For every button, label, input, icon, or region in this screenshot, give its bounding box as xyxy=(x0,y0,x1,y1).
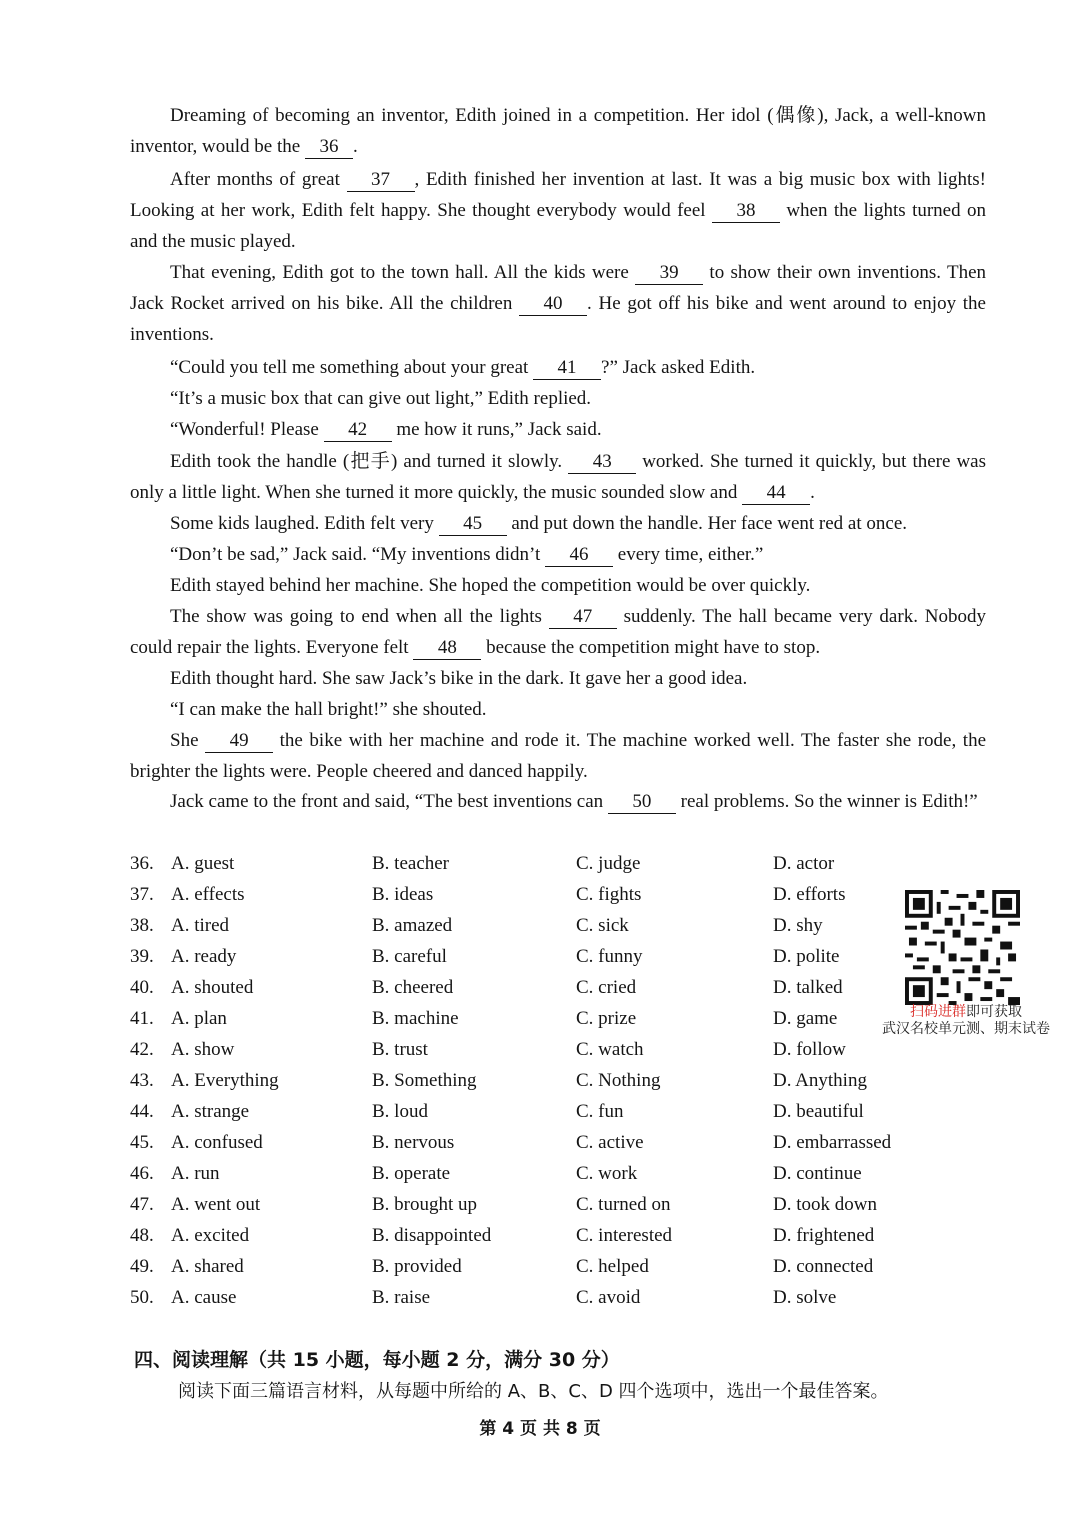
option-b: B. teacher xyxy=(372,853,450,874)
option-d: D. took down xyxy=(773,1194,877,1215)
passage-text: She xyxy=(170,730,206,751)
passage-text: . xyxy=(352,136,358,157)
passage-text: every time, either.” xyxy=(613,544,764,565)
passage-text: the bike with her machine and rode it. The machine worked well. The faster she rode, the brighter the lights were. People cheered and danced happily. xyxy=(130,730,986,782)
passage-text: “Don’t be sad,” Jack said. “My inventions didn’t xyxy=(170,544,546,565)
option-a: A. effects xyxy=(171,884,245,905)
question-row xyxy=(130,1189,910,1220)
passage-text: when the lights turned on and the music played. xyxy=(130,200,986,252)
option-d: D. beautiful xyxy=(773,1101,864,1122)
option-a: A. show xyxy=(171,1039,235,1060)
option-c: C. funny xyxy=(576,946,643,967)
question-number: 38. xyxy=(130,915,154,936)
option-b: B. ideas xyxy=(372,884,434,905)
question-row xyxy=(130,879,910,910)
option-a: A. ready xyxy=(171,946,237,967)
option-a: A. shouted xyxy=(171,977,254,998)
passage-text: Dreaming of becoming an inventor, Edith joined in a competition. Her idol (偶像), Jack, a well-known inventor, would be the xyxy=(130,105,986,157)
passage-text: “Wonderful! Please xyxy=(170,419,324,440)
option-a: A. strange xyxy=(171,1101,250,1122)
passage-paragraph-9 xyxy=(130,539,986,570)
option-c: C. Nothing xyxy=(576,1070,661,1091)
option-c: C. turned on xyxy=(576,1194,671,1215)
passage-paragraph-1 xyxy=(130,100,986,162)
passage-paragraph-6 xyxy=(130,414,986,445)
passage-paragraph-3 xyxy=(130,257,986,350)
passage-text: worked. She turned it quickly, but there was only a little light. When she turned it more quickly, the music sounded slow and xyxy=(130,451,986,503)
passage-text: That evening, Edith got to the town hall. All the kids were xyxy=(170,262,636,283)
qr-caption-line1 xyxy=(862,1004,1070,1021)
question-number: 40. xyxy=(130,977,154,998)
option-c: C. work xyxy=(576,1163,638,1184)
option-a: A. cause xyxy=(171,1287,237,1308)
option-a: A. plan xyxy=(171,1008,227,1029)
option-a: A. shared xyxy=(171,1256,244,1277)
question-row xyxy=(130,1158,910,1189)
question-number: 50. xyxy=(130,1287,154,1308)
option-b: B. Something xyxy=(372,1070,477,1091)
option-b: B. loud xyxy=(372,1101,428,1122)
option-b: B. nervous xyxy=(372,1132,455,1153)
option-b: B. cheered xyxy=(372,977,454,998)
question-row xyxy=(130,910,910,941)
passage-paragraph-2 xyxy=(130,164,986,257)
page-number: 第 4 页 共 8 页 xyxy=(479,1419,601,1439)
blank-43: 43 xyxy=(568,451,636,474)
option-c: C. prize xyxy=(576,1008,637,1029)
option-d: D. solve xyxy=(773,1287,837,1308)
option-d: D. shy xyxy=(773,915,823,936)
blank-49: 49 xyxy=(205,730,273,753)
question-number: 44. xyxy=(130,1101,154,1122)
blank-39: 39 xyxy=(635,262,703,285)
passage-text: real problems. So the winner is Edith!” xyxy=(675,791,978,812)
blank-37: 37 xyxy=(347,169,415,192)
option-b: B. raise xyxy=(372,1287,431,1308)
option-b: B. brought up xyxy=(372,1194,478,1215)
option-c: C. active xyxy=(576,1132,644,1153)
passage-paragraph-14 xyxy=(130,725,986,787)
question-row xyxy=(130,1096,910,1127)
passage-paragraph-11 xyxy=(130,601,986,663)
question-row xyxy=(130,972,910,1003)
passage-paragraph-4 xyxy=(130,352,986,383)
blank-44: 44 xyxy=(742,482,810,505)
qr-code-icon[interactable] xyxy=(905,890,1020,1005)
option-a: A. run xyxy=(171,1163,220,1184)
passage-text: The show was going to end when all the lights xyxy=(170,606,549,627)
option-c: C. watch xyxy=(576,1039,644,1060)
passage-text: Some kids laughed. Edith felt very xyxy=(170,513,439,534)
option-b: B. machine xyxy=(372,1008,459,1029)
passage-text: Edith took the handle (把手) and turned it slowly. xyxy=(170,451,569,472)
blank-45: 45 xyxy=(439,513,507,536)
question-row xyxy=(130,848,910,879)
option-c: C. cried xyxy=(576,977,637,998)
question-row xyxy=(130,1127,910,1158)
question-number: 37. xyxy=(130,884,154,905)
blank-38: 38 xyxy=(712,200,780,223)
question-number: 42. xyxy=(130,1039,154,1060)
question-row xyxy=(130,1220,910,1251)
option-d: D. follow xyxy=(773,1039,846,1060)
qr-caption xyxy=(862,1004,1070,1038)
blank-41: 41 xyxy=(533,357,601,380)
section-instruction: 阅读下面三篇语言材料，从每题中所给的 A、B、C、D 四个选项中，选出一个最佳答案。 xyxy=(178,1381,889,1402)
option-d: D. polite xyxy=(773,946,840,967)
option-d: D. continue xyxy=(773,1163,862,1184)
option-c: C. interested xyxy=(576,1225,673,1246)
qr-caption-text: 即可获取 xyxy=(966,1004,1022,1020)
passage-paragraph-10: Edith stayed behind her machine. She hoped the competition would be over quickly. xyxy=(170,575,811,596)
passage-text: . He got off his bike and went around to enjoy the inventions. xyxy=(130,293,986,345)
question-row xyxy=(130,1251,910,1282)
option-c: C. helped xyxy=(576,1256,649,1277)
option-a: A. tired xyxy=(171,915,230,936)
option-d: D. frightened xyxy=(773,1225,875,1246)
passage-text: . xyxy=(810,482,815,503)
qr-caption-highlight: 扫码进群 xyxy=(910,1004,966,1020)
option-c: C. avoid xyxy=(576,1287,641,1308)
option-a: A. excited xyxy=(171,1225,250,1246)
question-number: 45. xyxy=(130,1132,154,1153)
option-c: C. fun xyxy=(576,1101,624,1122)
option-d: D. talked xyxy=(773,977,843,998)
option-b: B. operate xyxy=(372,1163,451,1184)
qr-caption-line2: 武汉名校单元测、期末试卷 xyxy=(882,1021,1050,1037)
passage-text: suddenly. The hall became very dark. Nobody could repair the lights. Everyone felt xyxy=(130,606,987,658)
question-number: 36. xyxy=(130,853,154,874)
option-c: C. fights xyxy=(576,884,642,905)
blank-46: 46 xyxy=(545,544,613,567)
option-a: A. confused xyxy=(171,1132,263,1153)
blank-50: 50 xyxy=(608,791,676,814)
blank-42: 42 xyxy=(324,419,392,442)
option-c: C. judge xyxy=(576,853,641,874)
option-b: B. amazed xyxy=(372,915,453,936)
option-c: C. sick xyxy=(576,915,629,936)
passage-text: because the competition might have to stop. xyxy=(481,637,821,658)
blank-36: 36 xyxy=(305,136,353,159)
blank-40: 40 xyxy=(519,293,587,316)
passage-paragraph-12: Edith thought hard. She saw Jack’s bike in the dark. It gave her a good idea. xyxy=(170,668,748,689)
option-d: D. connected xyxy=(773,1256,874,1277)
passage-text: ?” Jack asked Edith. xyxy=(601,357,756,378)
passage-paragraph-5: “It’s a music box that can give out light,” Edith replied. xyxy=(170,388,592,409)
question-row xyxy=(130,1003,910,1034)
question-number: 48. xyxy=(130,1225,154,1246)
passage-paragraph-15 xyxy=(130,786,986,817)
passage-text: me how it runs,” Jack said. xyxy=(391,419,602,440)
passage-text: to show their own inventions. Then Jack Rocket arrived on his bike. All the children xyxy=(130,262,986,314)
option-d: D. efforts xyxy=(773,884,846,905)
passage-text: Jack came to the front and said, “The best inventions can xyxy=(170,791,608,812)
option-a: A. guest xyxy=(171,853,235,874)
option-d: D. actor xyxy=(773,853,835,874)
passage-paragraph-8 xyxy=(130,508,986,539)
question-number: 39. xyxy=(130,946,154,967)
option-d: D. game xyxy=(773,1008,838,1029)
option-a: A. went out xyxy=(171,1194,261,1215)
passage-text: and put down the handle. Her face went red at once. xyxy=(506,513,908,534)
blank-47: 47 xyxy=(549,606,617,629)
question-row xyxy=(130,1282,910,1313)
passage-paragraph-13: “I can make the hall bright!” she shouted. xyxy=(170,699,487,720)
question-number: 43. xyxy=(130,1070,154,1091)
passage-text: After months of great xyxy=(170,169,347,190)
passage-text: “Could you tell me something about your great xyxy=(170,357,534,378)
option-a: A. Everything xyxy=(171,1070,279,1091)
option-b: B. disappointed xyxy=(372,1225,492,1246)
section-title: 四、阅读理解（共 15 小题，每小题 2 分，满分 30 分） xyxy=(134,1349,620,1371)
option-d: D. embarrassed xyxy=(773,1132,892,1153)
question-number: 46. xyxy=(130,1163,154,1184)
question-number: 49. xyxy=(130,1256,154,1277)
option-d: D. Anything xyxy=(773,1070,867,1091)
passage-paragraph-7 xyxy=(130,446,986,508)
question-row xyxy=(130,1034,910,1065)
option-b: B. careful xyxy=(372,946,447,967)
passage-text: , Edith finished her invention at last. It was a big music box with lights! Looking at her work, Edith felt happy. She thought everybody would feel xyxy=(130,169,987,221)
option-b: B. trust xyxy=(372,1039,428,1060)
blank-48: 48 xyxy=(413,637,481,660)
question-row xyxy=(130,1065,910,1096)
question-row xyxy=(130,941,910,972)
question-number: 41. xyxy=(130,1008,154,1029)
question-number: 47. xyxy=(130,1194,154,1215)
option-b: B. provided xyxy=(372,1256,462,1277)
